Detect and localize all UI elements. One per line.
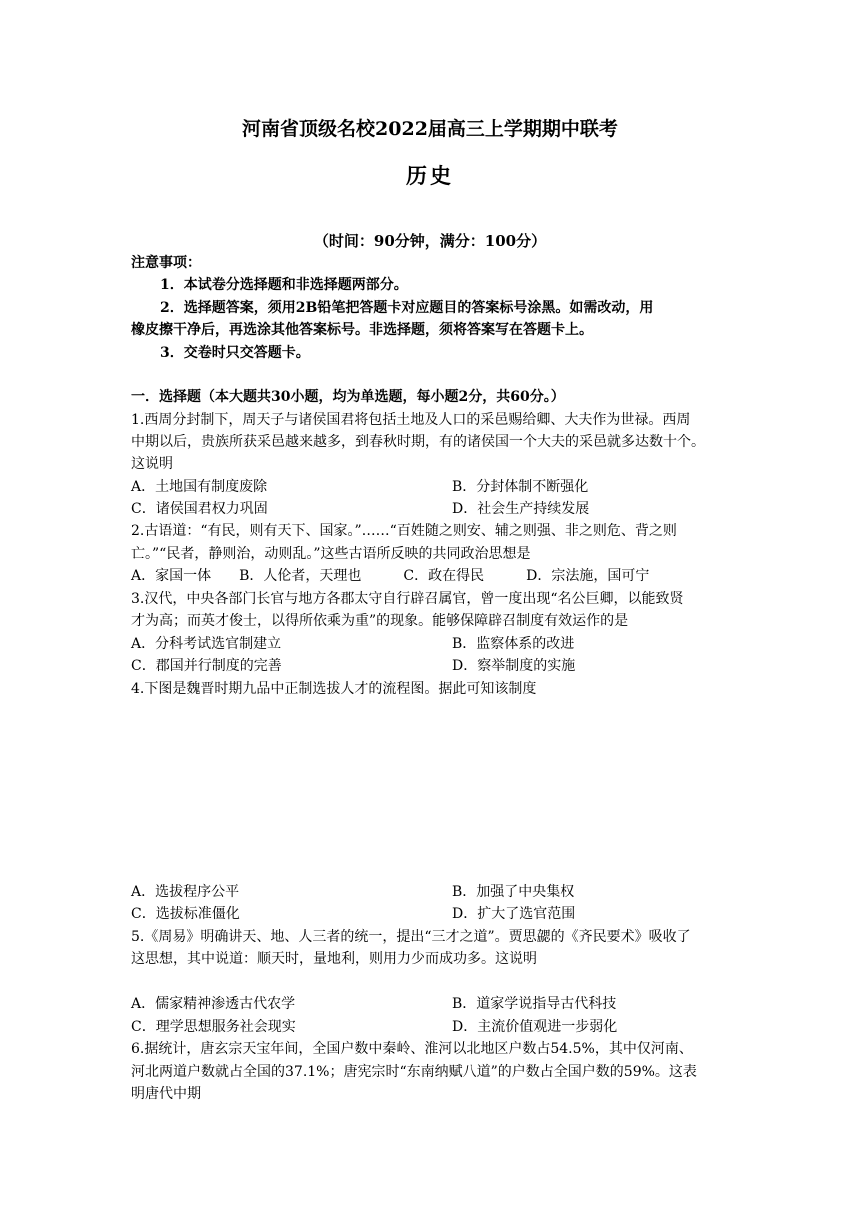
section-heading: 一．选择题（本大题共30小题，均为单选题，每小题2分，共60分。）	[131, 389, 565, 405]
notice-heading: 注意事项：	[131, 255, 201, 271]
question-3-text: 3.汉代，中央各部门长官与地方各郡太守自行辟召属官，曾一度出现“名公巨卿，以能致贤	[131, 591, 684, 607]
question-3-option-a: A．分科考试选官制建立	[131, 636, 282, 652]
time-info: （时间：90分钟，满分：100分）	[313, 232, 547, 250]
question-5-text: 这思想，其中说道：顺天时，量地利，则用力少而成功多。这说明	[131, 951, 537, 967]
notice-item: 1．本试卷分选择题和非选择题两部分。	[160, 277, 408, 293]
question-3-option-d: D．察举制度的实施	[452, 658, 576, 674]
question-5-text: 5.《周易》明确讲天、地、人三者的统一，提出“三才之道”。贾思勰的《齐民要术》吸收了	[131, 929, 691, 945]
question-6-text: 6.据统计，唐玄宗天宝年间，全国户数中秦岭、淮河以北地区户数占54.5%，其中仅河南、	[131, 1041, 693, 1057]
question-1-option-b: B．分封体制不断强化	[452, 479, 589, 495]
question-1-option-a: A．土地国有制度废除	[131, 479, 268, 495]
subject-title: 历史	[406, 163, 454, 188]
question-4-option-b: B．加强了中央集权	[452, 884, 575, 900]
question-5-option-d: D．主流价值观进一步弱化	[452, 1019, 618, 1035]
question-6-text: 明唐代中期	[131, 1086, 201, 1102]
question-1-text: 这说明	[131, 456, 173, 472]
question-1-option-c: C．诸侯国君权力巩固	[131, 501, 268, 517]
question-4-option-a: A．选拔程序公平	[131, 884, 240, 900]
question-2-text: 2.古语道：“有民，则有天下、国家。”……“百姓随之则安、辅之则强、非之则危、背之则	[131, 523, 677, 539]
question-2-options: A．家国一体 B．人伦者，天理也 C．政在得民 D．宗法施，国可宁	[131, 568, 650, 584]
notice-item: 3．交卷时只交答题卡。	[160, 345, 310, 361]
question-5-option-b: B．道家学说指导古代科技	[452, 996, 617, 1012]
notice-item: 2．选择题答案，须用2B铅笔把答题卡对应题目的答案标号涂黑。如需改动，用	[160, 300, 654, 316]
question-3-option-c: C．郡国并行制度的完善	[131, 658, 282, 674]
question-4-text: 4.下图是魏晋时期九品中正制选拔人才的流程图。据此可知该制度	[131, 681, 537, 697]
question-4-option-d: D．扩大了选官范围	[452, 906, 576, 922]
question-5-option-c: C．理学思想服务社会现实	[131, 1019, 296, 1035]
notice-item: 橡皮擦干净后，再选涂其他答案标号。非选择题，须将答案写在答题卡上。	[131, 322, 593, 338]
question-4-option-c: C．选拔标准僵化	[131, 906, 240, 922]
question-3-option-b: B．监察体系的改进	[452, 636, 575, 652]
question-3-text: 才为高；而英才俊士，以得所依乘为重”的现象。能够保障辟召制度有效运作的是	[131, 613, 629, 629]
exam-title: 河南省顶级名校2022届高三上学期期中联考	[242, 118, 618, 140]
question-5-option-a: A．儒家精神渗透古代农学	[131, 996, 296, 1012]
question-6-text: 河北两道户数就占全国的37.1%；唐宪宗时“东南纳赋八道”的户数占全国户数的59%。这表	[131, 1064, 697, 1080]
question-1-text: 1.西周分封制下，周天子与诸侯国君将包括土地及人口的采邑赐给卿、大夫作为世禄。西周	[131, 412, 691, 428]
question-1-option-d: D．社会生产持续发展	[452, 501, 590, 517]
question-2-text: 亡。”“民者，静则治，动则乱。”这些古语所反映的共同政治思想是	[131, 546, 531, 562]
question-1-text: 中期以后，贵族所获采邑越来越多，到春秋时期，有的诸侯国一个大夫的采邑就多达数十个。	[131, 434, 705, 450]
